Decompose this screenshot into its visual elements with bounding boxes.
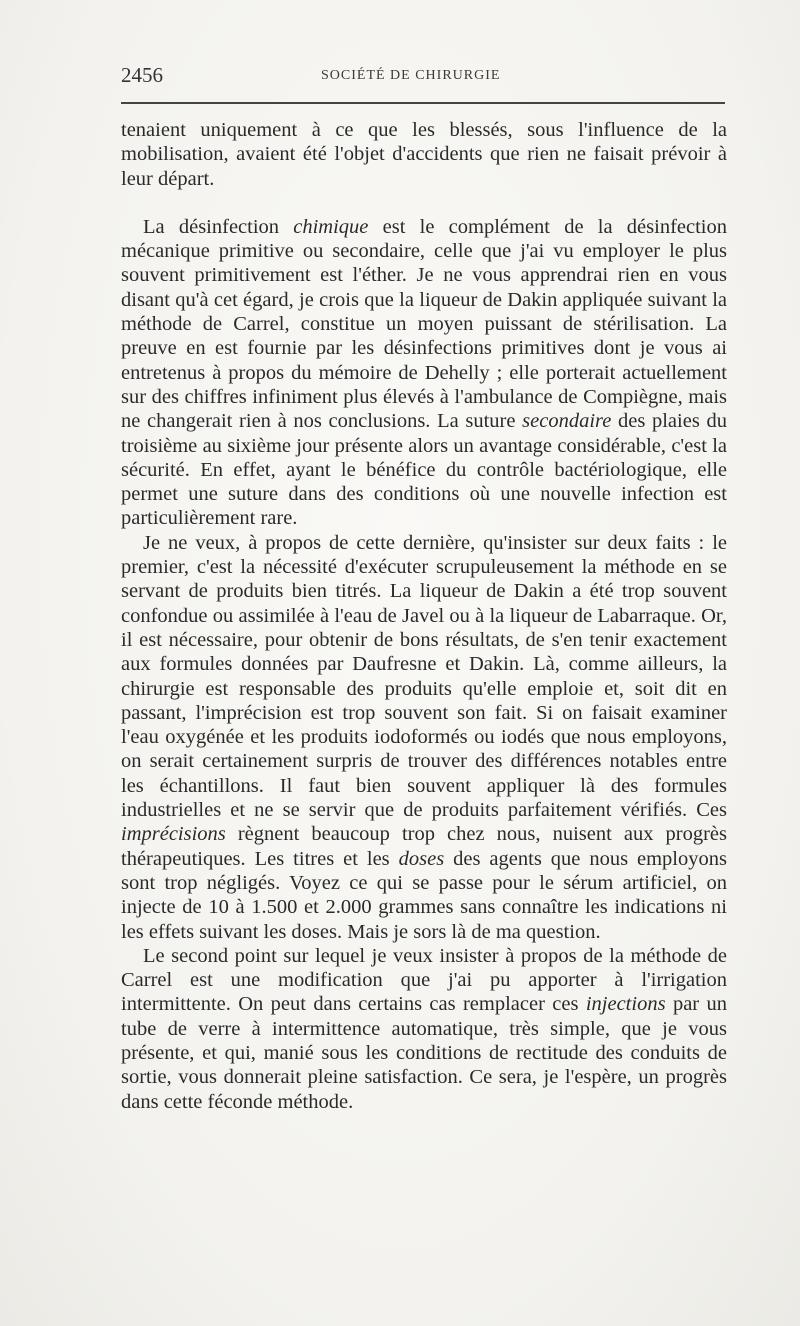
italic-text: doses bbox=[398, 847, 445, 870]
paragraph bbox=[121, 118, 727, 191]
italic-text: imprécisions bbox=[121, 823, 226, 846]
text-run: La désinfection bbox=[143, 215, 294, 238]
text-run: Je ne veux, à propos de cette dernière, qu'insister sur deux faits : le premier, c'est la nécessité d'exécuter scrupuleusement la méthode en se servant de produits bien titrés. La liqueur de Dakin a été trop souvent confondue ou assimilée à l'eau de Javel ou à la liqueur de Labarraque. Or, il est nécessaire, pour obtenir de bons résultats, de s'en tenir exactement aux formules données par Daufresne et Dakin. Là, comme ailleurs, la chirurgie est responsable des produits qu'elle emploie et, soit dit en passant, l'imprécision est trop souvent son fait. Si on faisait examiner l'eau oxygénée et les produits iodoformés ou iodés que nous employons, on serait certainement surpris de trouver des différences notables entre les échantillons. Il faut bien souvent appliquer là des formules industrielles et ne se servir que de produits parfaitement vérifiés. Ces bbox=[121, 531, 727, 822]
text-run: est le complément de la désinfection mécanique primitive ou secondaire, celle que j'ai vu employer le plus souvent primitivement est l'éther. Je ne vous apprendrai rien en vous disant qu'à cet égard, je crois que la liqueur de Dakin appliquée suivant la méthode de Carrel, constitue un moyen puissant de stérilisation. La preuve en est fournie par les désinfections primitives dont je vous ai entretenus à propos du mémoire de Dehelly ; elle porterait actuellement sur des chiffres infiniment plus élevés à l'ambulance de Compiègne, mais ne changerait rien à nos conclusions. La suture bbox=[121, 215, 727, 433]
body-text bbox=[121, 118, 727, 1114]
paragraph bbox=[121, 944, 727, 1114]
italic-text: secondaire bbox=[522, 410, 612, 433]
page-number: 2456 bbox=[121, 63, 163, 87]
text-run: des plaies du troisième au sixième jour présente alors un avantage considérable, c'est la sécurité. En effet, ayant le bénéfice du contrôle bactériologique, elle permet une suture dans des conditions où une nouvelle infection est particulièrement rare. bbox=[121, 410, 727, 530]
paragraph bbox=[121, 215, 727, 531]
text-run: par un tube de verre à intermittence automatique, très simple, que je vous présente, et qui, manié sous les conditions de rectitude des conduits de sortie, vous donnerait pleine satisfaction. Ce sera, je l'espère, un progrès dans cette féconde méthode. bbox=[121, 993, 727, 1113]
running-head: SOCIÉTÉ DE CHIRURGIE bbox=[321, 68, 501, 83]
text-run: Le second point sur lequel je veux insister à propos de la méthode de Carrel est une modification que j'ai pu apporter à l'irrigation intermittente. On peut dans certains cas remplacer ces bbox=[121, 944, 727, 1016]
text-run: tenaient uniquement à ce que les blessés, sous l'influence de la mobilisation, avaient été l'objet d'accidents que rien ne faisait prévoir à leur départ. bbox=[121, 119, 727, 190]
page-header bbox=[121, 63, 727, 93]
text-run: règnent beaucoup trop chez nous, nuisent aux progrès thérapeutiques. Les titres et les bbox=[121, 823, 727, 870]
italic-text: chimique bbox=[293, 215, 369, 238]
paragraph bbox=[121, 531, 727, 944]
text-run: des agents que nous employons sont trop négligés. Voyez ce qui se passe pour le sérum artificiel, on injecte de 10 à 1.500 et 2.000 grammes sans connaître les indications ni les effets suivant les doses. Mais je sors là de ma question. bbox=[121, 847, 727, 943]
italic-text: injections bbox=[585, 993, 666, 1016]
header-rule bbox=[121, 102, 725, 104]
